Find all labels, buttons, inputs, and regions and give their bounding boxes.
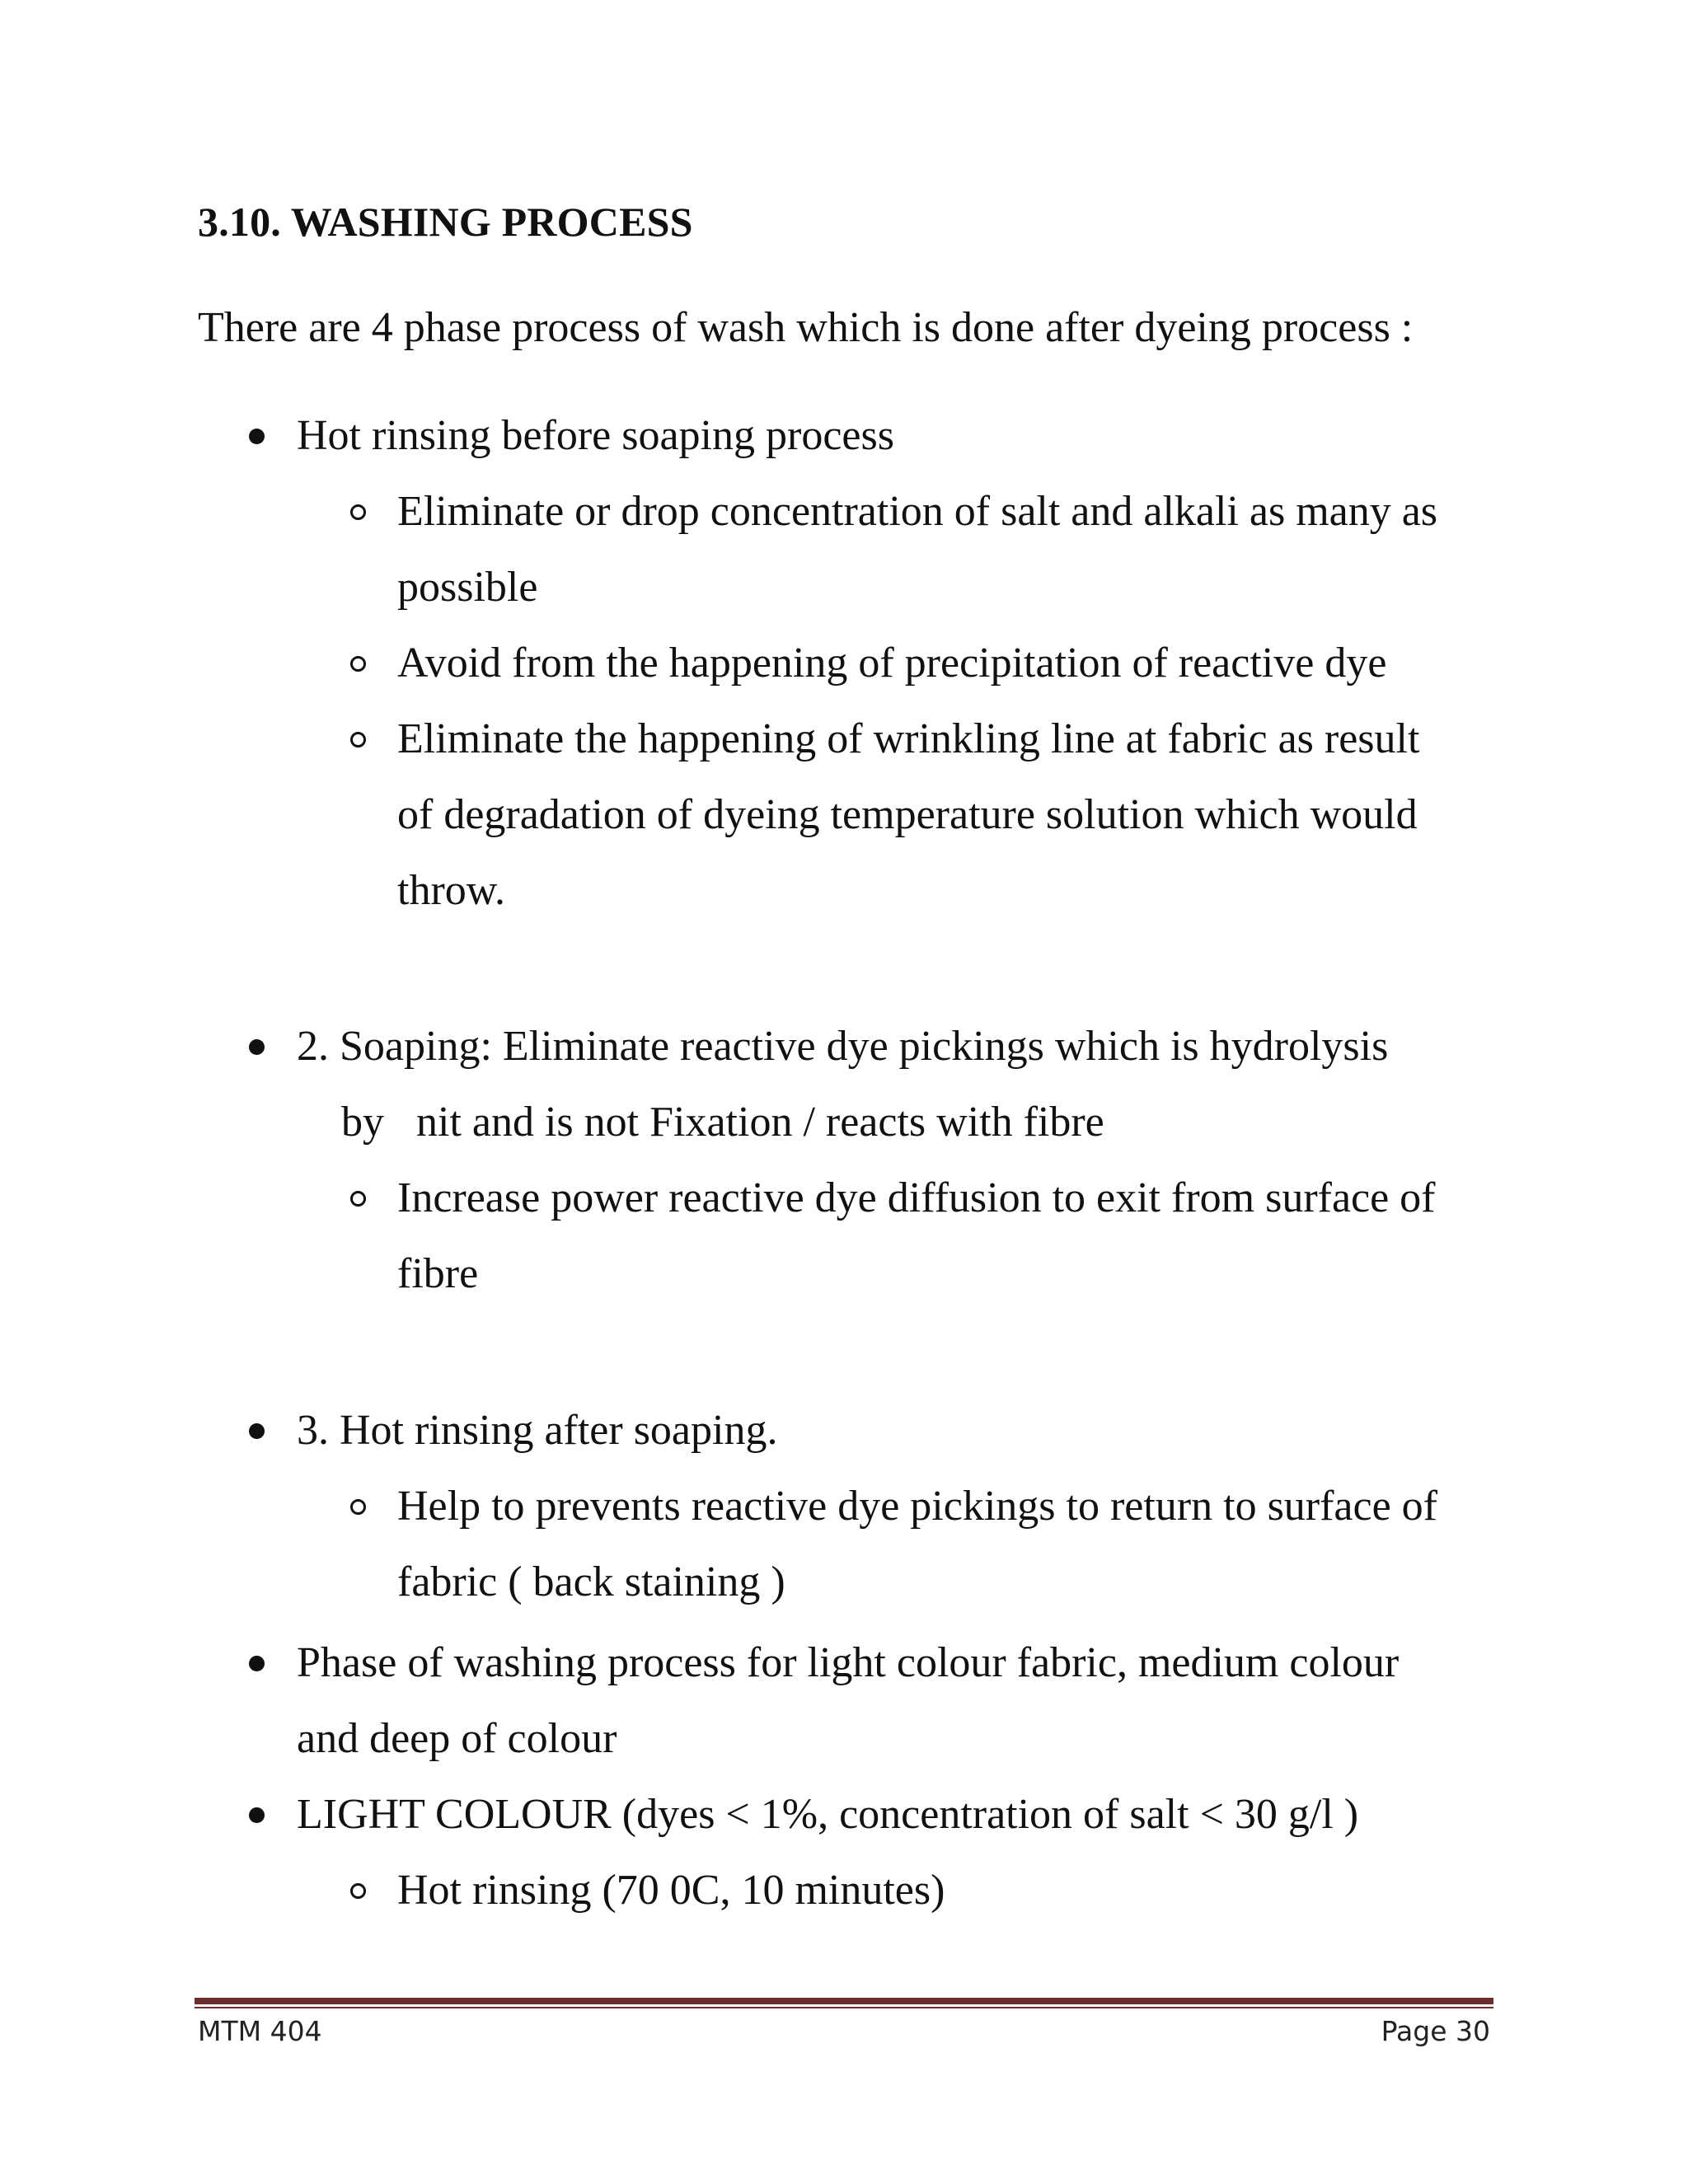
bullet-icon [249, 1807, 265, 1823]
sub-list-item-line: Eliminate the happening of wrinkling line at fabric as result [397, 715, 1420, 762]
circle-bullet-icon [350, 1191, 366, 1207]
circle-bullet-icon [350, 732, 366, 748]
bullet-icon [249, 1656, 265, 1671]
circle-bullet-icon [350, 656, 366, 672]
section-heading: 3.10. WASHING PROCESS [198, 199, 693, 245]
footer-page-number: Page 30 [1381, 2015, 1490, 2047]
intro-paragraph: There are 4 phase process of wash which is done after dyeing process : [198, 304, 1414, 351]
sub-list-item-line: of degradation of dyeing temperature solution which would [397, 791, 1418, 838]
sub-list-item-line: Eliminate or drop concentration of salt and alkali as many as [397, 488, 1438, 535]
list-item: LIGHT COLOUR (dyes < 1%, concentration of salt < 30 g/l ) [297, 1791, 1359, 1838]
bullet-icon [249, 1423, 265, 1439]
bullet-icon [249, 1039, 265, 1055]
bullet-icon [249, 429, 265, 444]
sub-list-item-line: Increase power reactive dye diffusion to exit from surface of [397, 1174, 1436, 1221]
list-item: 3. Hot rinsing after soaping. [297, 1407, 778, 1454]
sub-list-item-line: fibre [397, 1250, 479, 1297]
list-item-line: and deep of colour [297, 1715, 617, 1762]
footer-divider [195, 1998, 1493, 2004]
sub-list-item-line: Avoid from the happening of precipitation of reactive dye [397, 640, 1387, 687]
sub-list-item-line: possible [397, 564, 538, 611]
list-item-line: by nit and is not Fixation / reacts with fibre [341, 1099, 1104, 1146]
circle-bullet-icon [350, 1883, 366, 1899]
footer-divider-thin [195, 2007, 1493, 2008]
sub-list-item-line: fabric ( back staining ) [397, 1558, 785, 1605]
list-item: Hot rinsing before soaping process [297, 412, 894, 459]
sub-list-item-line: throw. [397, 867, 505, 914]
footer-course-code: MTM 404 [198, 2015, 322, 2047]
circle-bullet-icon [350, 1499, 366, 1515]
sub-list-item-line: Hot rinsing (70 0C, 10 minutes) [397, 1867, 945, 1914]
sub-list-item-line: Help to prevents reactive dye pickings to return to surface of [397, 1483, 1437, 1530]
list-item-line: 2. Soaping: Eliminate reactive dye pickings which is hydrolysis [297, 1023, 1389, 1070]
circle-bullet-icon [350, 504, 366, 520]
list-item-line: Phase of washing process for light colour fabric, medium colour [297, 1639, 1400, 1686]
